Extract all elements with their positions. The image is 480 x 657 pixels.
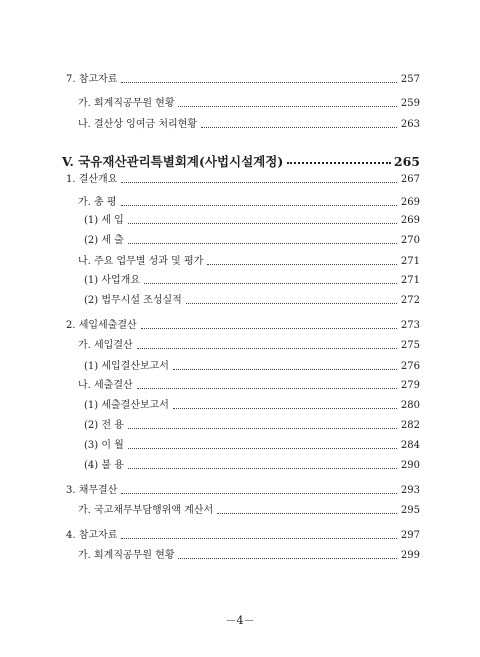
toc-entry (84, 293, 420, 307)
toc-entry-page: 275 (400, 340, 420, 351)
toc-entry (66, 72, 420, 86)
toc-entry (84, 273, 420, 287)
toc-entry-page: 269 (400, 215, 420, 226)
toc-entry-label: 나. 결산상 잉여금 처리현황 (78, 119, 197, 130)
dot-leader (137, 348, 397, 349)
toc-entry (84, 438, 420, 452)
toc-entry-page: 269 (400, 197, 420, 208)
toc-entry-page: 290 (400, 460, 420, 471)
toc-entry (66, 528, 420, 542)
toc-entry (78, 378, 420, 392)
toc-entry-label: 가. 총 평 (78, 197, 117, 208)
toc-entry-page: 279 (400, 380, 420, 391)
dot-leader (128, 243, 397, 244)
toc-entry-label: 7. 참고자료 (66, 74, 118, 85)
dot-leader (217, 513, 397, 514)
toc-entry-page: 284 (400, 440, 420, 451)
toc-entry (84, 398, 420, 412)
toc-entry-page: 263 (400, 119, 420, 130)
toc-entry-page: 299 (400, 550, 420, 561)
toc-entry-label: (3) 이 월 (84, 440, 124, 451)
toc-entry-page: 271 (400, 256, 420, 267)
toc-entry-label: 2. 세입세출결산 (66, 320, 137, 331)
toc-entry (84, 458, 420, 472)
toc-entry-label: 나. 주요 업무별 성과 및 평가 (78, 256, 204, 267)
dot-leader (178, 106, 397, 107)
dot-leader (121, 82, 397, 83)
toc-entry (66, 483, 420, 497)
toc-entry (78, 338, 420, 352)
toc-entry-label: 4. 참고자료 (66, 530, 118, 541)
toc-entry-label: (2) 전 용 (84, 420, 124, 431)
toc-entry-page: 295 (400, 505, 420, 516)
toc-entry-label: (1) 세출결산보고서 (84, 400, 169, 411)
toc-entry-label: 3. 채무결산 (66, 485, 118, 496)
dot-leader (173, 408, 397, 409)
toc-entry-label: (1) 세 입 (84, 215, 124, 226)
toc-entry-page: 271 (400, 275, 420, 286)
dot-leader (207, 264, 397, 265)
dot-leader (128, 223, 397, 224)
toc-entry-label: (1) 세입결산보고서 (84, 361, 169, 372)
toc-entry-label: 1. 결산개요 (66, 174, 118, 185)
dot-leader (121, 182, 397, 183)
toc-entry-label: 가. 국고채무부담행위액 계산서 (78, 505, 214, 516)
toc-entry (84, 359, 420, 373)
toc-entry (78, 195, 420, 209)
dot-leader (173, 369, 397, 370)
toc-entry-page: 280 (400, 400, 420, 411)
toc-entry-page: 259 (400, 98, 420, 109)
toc-entry-label: 가. 세입결산 (78, 340, 133, 351)
dot-leader (137, 388, 397, 389)
toc-entry-label: 나. 세출결산 (78, 380, 133, 391)
dot-leader (121, 493, 397, 494)
toc-entry (84, 233, 420, 247)
dot-leader (178, 558, 397, 559)
toc-entry-page: 257 (400, 74, 420, 85)
dot-leader (121, 538, 397, 539)
toc-entry-page: 267 (400, 174, 420, 185)
toc-entry-label: 가. 회계직공무원 현황 (78, 550, 175, 561)
toc-entry (66, 172, 420, 186)
toc-entry (78, 96, 420, 110)
dot-leader (121, 205, 397, 206)
dot-leader (186, 303, 397, 304)
toc-entry-label: (4) 불 용 (84, 460, 124, 471)
dot-leader (287, 162, 391, 164)
toc-entry-page: 276 (400, 361, 420, 372)
dot-leader (128, 448, 397, 449)
toc-entry-label: V. 국유재산관리특별회계(사법시설계정) (62, 154, 284, 169)
toc-entry-page: 270 (400, 235, 420, 246)
toc-entry (62, 150, 420, 168)
toc-entry-page: 282 (400, 420, 420, 431)
dot-leader (128, 468, 397, 469)
page-number: －4－ (225, 614, 255, 627)
toc-entry-page: 273 (400, 320, 420, 331)
toc-entry-label: 가. 회계직공무원 현황 (78, 98, 175, 109)
toc-entry-label: (2) 법무시설 조성실적 (84, 295, 182, 306)
dot-leader (128, 428, 397, 429)
dot-leader (141, 328, 397, 329)
dot-leader (144, 283, 397, 284)
toc-entry (78, 254, 420, 268)
toc-entry-label: (2) 세 출 (84, 235, 124, 246)
toc-entry (84, 213, 420, 227)
dot-leader (201, 127, 397, 128)
toc-entry-page: 293 (400, 485, 420, 496)
toc-entry (78, 503, 420, 517)
toc-entry-page: 272 (400, 295, 420, 306)
toc-entry-page: 265 (393, 154, 420, 169)
toc-entry (84, 418, 420, 432)
toc-entry-label: (1) 사업개요 (84, 275, 140, 286)
toc-entry (78, 548, 420, 562)
toc-entry (78, 117, 420, 131)
toc-entry-page: 297 (400, 530, 420, 541)
toc-entry (66, 318, 420, 332)
